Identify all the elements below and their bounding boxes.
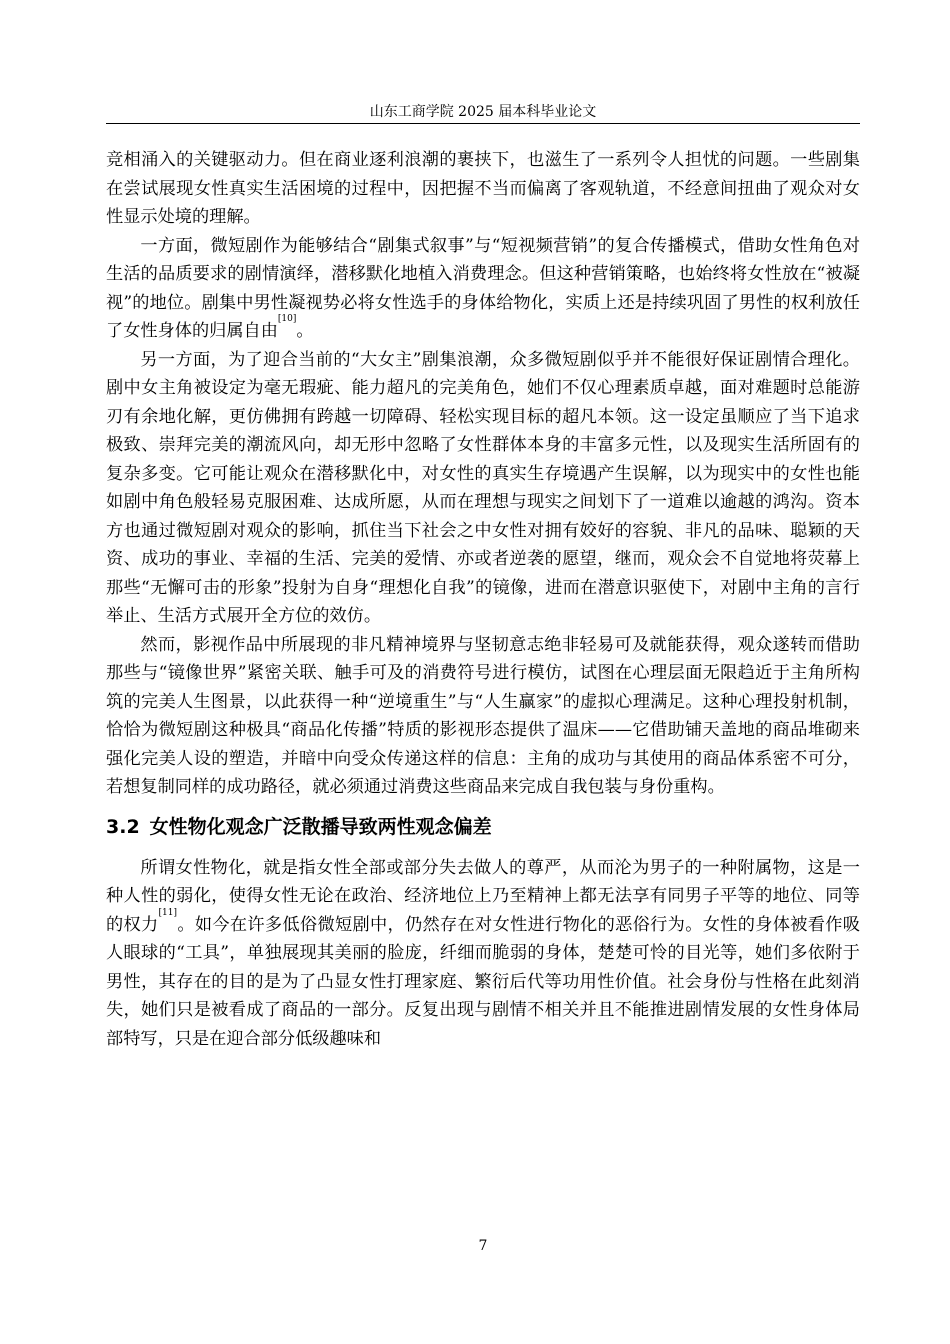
section-number: 3.2 [106, 815, 140, 838]
paragraph [106, 346, 860, 631]
section-heading [106, 812, 860, 842]
paragraph-text: 竞相涌入的关键驱动力。但在商业逐利浪潮的裹挟下，也滋生了一系列令人担忧的问题。一些剧集在尝试展现女性真实生活困境的过程中，因把握不当而偏离了客观轨道，不经意间扭曲了观众对女性显示处境的理解。 [106, 150, 860, 227]
paragraph-tail: 。 [296, 321, 314, 341]
page-number: 7 [478, 1238, 488, 1254]
paragraph-continued [106, 146, 860, 232]
citation-ref: [10] [277, 314, 297, 324]
paragraph [106, 232, 860, 346]
page-header: 山东工商学院 2025 届本科毕业论文 [369, 104, 597, 120]
paragraph-text: 所谓女性物化，就是指女性全部或部分失去做人的尊严，从而沦为男子的一种附属物，这是一种人性的弱化，使得女性无论在政治、经济地位上乃至精神上都无法享有同男子平等的地位、同等的权力 [106, 857, 860, 935]
paragraph-text: 然而，影视作品中所展现的非凡精神境界与坚韧意志绝非轻易可及就能获得，观众遂转而借助那些与“镜像世界”紧密关联、触手可及的消费符号进行模仿，试图在心理层面无限趋近于主角所构筑的完美人生图景，以此获得一种“逆境重生”与“人生赢家”的虚拟心理满足。这种心理投射机制，恰恰为微短剧这种极具“商品化传播”特质的影视形态提供了温床——它借助铺天盖地的商品堆砌来强化完美人设的塑造，并暗中向受众传递这样的信息：主角的成功与其使用的商品体系密不可分，若想复制同样的成功路径，就必须通过消费这些商品来完成自我包装与身份重构。 [106, 634, 860, 797]
paragraph-text: 另一方面，为了迎合当前的“大女主”剧集浪潮，众多微短剧似乎并不能很好保证剧情合理化。剧中女主角被设定为毫无瑕疵、能力超凡的完美角色，她们不仅心理素质卓越，面对难题时总能游刃有余地化解，更仿佛拥有跨越一切障碍、轻松实现目标的超凡本领。这一设定虽顺应了当下追求极致、崇拜完美的潮流风向，却无形中忽略了女性群体本身的丰富多元性，以及现实生活所固有的复杂多变。它可能让观众在潜移默化中，对女性的真实生存境遇产生误解，以为现实中的女性也能如剧中角色般轻易克服困难、达成所愿，从而在理想与现实之间划下了一道难以逾越的鸿沟。资本方也通过微短剧对观众的影响，抓住当下社会之中女性对拥有姣好的容貌、非凡的品味、聪颖的天资、成功的事业、幸福的生活、完美的爱情、亦或者逆袭的愿望，继而，观众会不自觉地将荧幕上那些“无懈可击的形象”投射为自身“理想化自我”的镜像，进而在潜意识驱使下，对剧中主角的言行举止、生活方式展开全方位的效仿。 [106, 349, 860, 626]
citation-ref: [11] [158, 907, 178, 918]
paragraph [106, 631, 860, 802]
header-divider [106, 123, 860, 124]
paragraph [106, 854, 860, 1054]
paragraph-tail: 。如今在许多低俗微短剧中，仍然存在对女性进行物化的恶俗行为。女性的身体被看作吸人眼球的“工具”，单独展现其美丽的脸庞，纤细而脆弱的身体，楚楚可怜的目光等，她们多依附于男性，其存在的目的是为了凸显女性打理家庭、繁衍后代等功用性价值。社会身份与性格在此刻消失，她们只是被看成了商品的一部分。反复出现与剧情不相关并且不能推进剧情发展的女性身体局部特写，只是在迎合部分低级趣味和 [106, 914, 860, 1049]
paragraph-text: 一方面，微短剧作为能够结合“剧集式叙事”与“短视频营销”的复合传播模式，借助女性角色对生活的品质要求的剧情演绎，潜移默化地植入消费理念。但这种营销策略，也始终将女性放在“被凝视”的地位。剧集中男性凝视势必将女性选手的身体给物化，实质上还是持续巩固了男性的权利放任了女性身体的归属自由 [106, 235, 860, 341]
body-content [106, 146, 860, 1053]
section-title: 女性物化观念广泛散播导致两性观念偏差 [149, 815, 492, 838]
